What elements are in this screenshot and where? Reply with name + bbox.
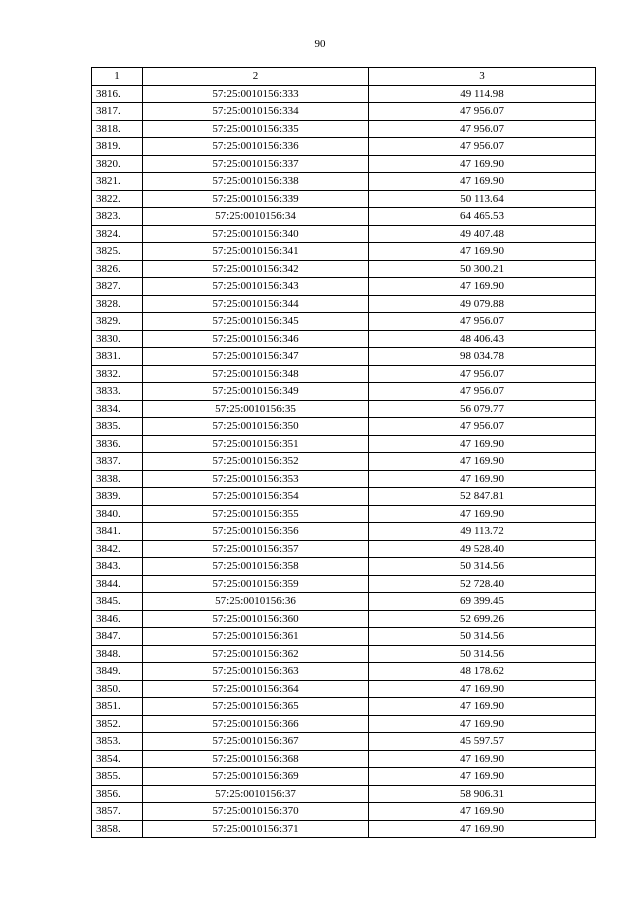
row-number-cell: 3820. [92, 155, 143, 173]
row-number-cell: 3856. [92, 785, 143, 803]
cadastral-number-cell: 57:25:0010156:362 [143, 645, 369, 663]
cadastral-number-cell: 57:25:0010156:335 [143, 120, 369, 138]
cadastral-number-cell: 57:25:0010156:369 [143, 768, 369, 786]
table-row [92, 173, 596, 191]
table-row [92, 628, 596, 646]
cadastral-number-cell: 57:25:0010156:333 [143, 85, 369, 103]
cadastral-number-cell: 57:25:0010156:368 [143, 750, 369, 768]
table-row [92, 768, 596, 786]
cadastral-number-cell: 57:25:0010156:350 [143, 418, 369, 436]
value-cell: 47 169.90 [369, 470, 596, 488]
table-row [92, 558, 596, 576]
value-cell: 47 169.90 [369, 453, 596, 471]
cadastral-number-cell: 57:25:0010156:351 [143, 435, 369, 453]
value-cell: 47 956.07 [369, 103, 596, 121]
row-number-cell: 3837. [92, 453, 143, 471]
table-row [92, 453, 596, 471]
cadastral-number-cell: 57:25:0010156:354 [143, 488, 369, 506]
table-row [92, 785, 596, 803]
value-cell: 47 169.90 [369, 155, 596, 173]
cadastral-number-cell: 57:25:0010156:344 [143, 295, 369, 313]
table-header-row [92, 68, 596, 86]
value-cell: 47 169.90 [369, 715, 596, 733]
value-cell: 64 465.53 [369, 208, 596, 226]
value-cell: 49 079.88 [369, 295, 596, 313]
row-number-cell: 3825. [92, 243, 143, 261]
value-cell: 47 169.90 [369, 243, 596, 261]
value-cell: 50 113.64 [369, 190, 596, 208]
cadastral-number-cell: 57:25:0010156:353 [143, 470, 369, 488]
table-row [92, 610, 596, 628]
table-row [92, 260, 596, 278]
value-cell: 50 314.56 [369, 628, 596, 646]
row-number-cell: 3838. [92, 470, 143, 488]
table-row [92, 85, 596, 103]
row-number-cell: 3826. [92, 260, 143, 278]
table-row [92, 505, 596, 523]
column-header: 3 [369, 68, 596, 86]
value-cell: 52 847.81 [369, 488, 596, 506]
value-cell: 98 034.78 [369, 348, 596, 366]
value-cell: 58 906.31 [369, 785, 596, 803]
value-cell: 47 956.07 [369, 120, 596, 138]
table-row [92, 593, 596, 611]
table-row [92, 715, 596, 733]
value-cell: 49 113.72 [369, 523, 596, 541]
row-number-cell: 3831. [92, 348, 143, 366]
cadastral-number-cell: 57:25:0010156:346 [143, 330, 369, 348]
cadastral-number-cell: 57:25:0010156:342 [143, 260, 369, 278]
row-number-cell: 3819. [92, 138, 143, 156]
row-number-cell: 3828. [92, 295, 143, 313]
row-number-cell: 3823. [92, 208, 143, 226]
table-row [92, 540, 596, 558]
cadastral-number-cell: 57:25:0010156:340 [143, 225, 369, 243]
cadastral-number-cell: 57:25:0010156:367 [143, 733, 369, 751]
value-cell: 52 699.26 [369, 610, 596, 628]
row-number-cell: 3847. [92, 628, 143, 646]
value-cell: 47 169.90 [369, 820, 596, 838]
table-row [92, 663, 596, 681]
cadastral-number-cell: 57:25:0010156:35 [143, 400, 369, 418]
row-number-cell: 3841. [92, 523, 143, 541]
row-number-cell: 3855. [92, 768, 143, 786]
table-row [92, 523, 596, 541]
table-row [92, 243, 596, 261]
cadastral-number-cell: 57:25:0010156:371 [143, 820, 369, 838]
table-body [92, 85, 596, 838]
value-cell: 48 178.62 [369, 663, 596, 681]
row-number-cell: 3857. [92, 803, 143, 821]
value-cell: 49 407.48 [369, 225, 596, 243]
value-cell: 47 169.90 [369, 435, 596, 453]
table-row [92, 435, 596, 453]
cadastral-number-cell: 57:25:0010156:361 [143, 628, 369, 646]
column-header: 1 [92, 68, 143, 86]
cadastral-number-cell: 57:25:0010156:357 [143, 540, 369, 558]
cadastral-number-cell: 57:25:0010156:360 [143, 610, 369, 628]
cadastral-number-cell: 57:25:0010156:347 [143, 348, 369, 366]
cadastral-number-cell: 57:25:0010156:370 [143, 803, 369, 821]
cadastral-number-cell: 57:25:0010156:359 [143, 575, 369, 593]
row-number-cell: 3835. [92, 418, 143, 436]
cadastral-number-cell: 57:25:0010156:365 [143, 698, 369, 716]
table-row [92, 383, 596, 401]
row-number-cell: 3844. [92, 575, 143, 593]
table-row [92, 330, 596, 348]
row-number-cell: 3833. [92, 383, 143, 401]
table-row [92, 470, 596, 488]
value-cell: 47 169.90 [369, 505, 596, 523]
value-cell: 49 114.98 [369, 85, 596, 103]
value-cell: 69 399.45 [369, 593, 596, 611]
cadastral-number-cell: 57:25:0010156:358 [143, 558, 369, 576]
value-cell: 56 079.77 [369, 400, 596, 418]
cadastral-number-cell: 57:25:0010156:334 [143, 103, 369, 121]
table-row [92, 278, 596, 296]
value-cell: 47 956.07 [369, 313, 596, 331]
table-row [92, 575, 596, 593]
table-row [92, 645, 596, 663]
row-number-cell: 3839. [92, 488, 143, 506]
table-row [92, 418, 596, 436]
row-number-cell: 3834. [92, 400, 143, 418]
value-cell: 48 406.43 [369, 330, 596, 348]
row-number-cell: 3816. [92, 85, 143, 103]
row-number-cell: 3849. [92, 663, 143, 681]
row-number-cell: 3845. [92, 593, 143, 611]
cadastral-number-cell: 57:25:0010156:345 [143, 313, 369, 331]
value-cell: 47 169.90 [369, 173, 596, 191]
cadastral-number-cell: 57:25:0010156:363 [143, 663, 369, 681]
table-row [92, 820, 596, 838]
row-number-cell: 3827. [92, 278, 143, 296]
row-number-cell: 3853. [92, 733, 143, 751]
value-cell: 45 597.57 [369, 733, 596, 751]
table-row [92, 803, 596, 821]
value-cell: 47 956.07 [369, 365, 596, 383]
row-number-cell: 3821. [92, 173, 143, 191]
row-number-cell: 3858. [92, 820, 143, 838]
table-row [92, 365, 596, 383]
data-table [91, 67, 596, 838]
table-row [92, 190, 596, 208]
table-row [92, 698, 596, 716]
row-number-cell: 3836. [92, 435, 143, 453]
cadastral-number-cell: 57:25:0010156:356 [143, 523, 369, 541]
cadastral-number-cell: 57:25:0010156:34 [143, 208, 369, 226]
value-cell: 49 528.40 [369, 540, 596, 558]
row-number-cell: 3852. [92, 715, 143, 733]
row-number-cell: 3824. [92, 225, 143, 243]
cadastral-number-cell: 57:25:0010156:364 [143, 680, 369, 698]
table-row [92, 225, 596, 243]
table-row [92, 488, 596, 506]
row-number-cell: 3818. [92, 120, 143, 138]
cadastral-number-cell: 57:25:0010156:341 [143, 243, 369, 261]
row-number-cell: 3817. [92, 103, 143, 121]
value-cell: 52 728.40 [369, 575, 596, 593]
table-row [92, 120, 596, 138]
table-row [92, 103, 596, 121]
table-row [92, 208, 596, 226]
value-cell: 47 956.07 [369, 138, 596, 156]
table-row [92, 295, 596, 313]
value-cell: 47 169.90 [369, 680, 596, 698]
cadastral-number-cell: 57:25:0010156:352 [143, 453, 369, 471]
row-number-cell: 3851. [92, 698, 143, 716]
table-row [92, 155, 596, 173]
row-number-cell: 3832. [92, 365, 143, 383]
column-header: 2 [143, 68, 369, 86]
table-row [92, 400, 596, 418]
row-number-cell: 3822. [92, 190, 143, 208]
value-cell: 50 300.21 [369, 260, 596, 278]
row-number-cell: 3843. [92, 558, 143, 576]
cadastral-number-cell: 57:25:0010156:338 [143, 173, 369, 191]
row-number-cell: 3854. [92, 750, 143, 768]
row-number-cell: 3848. [92, 645, 143, 663]
table-row [92, 313, 596, 331]
row-number-cell: 3842. [92, 540, 143, 558]
cadastral-number-cell: 57:25:0010156:36 [143, 593, 369, 611]
cadastral-number-cell: 57:25:0010156:349 [143, 383, 369, 401]
value-cell: 47 169.90 [369, 803, 596, 821]
value-cell: 47 956.07 [369, 383, 596, 401]
cadastral-number-cell: 57:25:0010156:348 [143, 365, 369, 383]
table-row [92, 750, 596, 768]
value-cell: 50 314.56 [369, 558, 596, 576]
cadastral-number-cell: 57:25:0010156:355 [143, 505, 369, 523]
row-number-cell: 3846. [92, 610, 143, 628]
table-row [92, 680, 596, 698]
cadastral-number-cell: 57:25:0010156:336 [143, 138, 369, 156]
value-cell: 50 314.56 [369, 645, 596, 663]
cadastral-number-cell: 57:25:0010156:343 [143, 278, 369, 296]
row-number-cell: 3829. [92, 313, 143, 331]
cadastral-number-cell: 57:25:0010156:366 [143, 715, 369, 733]
value-cell: 47 169.90 [369, 750, 596, 768]
cadastral-number-cell: 57:25:0010156:337 [143, 155, 369, 173]
page-number: 90 [314, 38, 326, 50]
cadastral-number-cell: 57:25:0010156:37 [143, 785, 369, 803]
table-row [92, 348, 596, 366]
table-row [92, 733, 596, 751]
cadastral-number-cell: 57:25:0010156:339 [143, 190, 369, 208]
value-cell: 47 169.90 [369, 698, 596, 716]
value-cell: 47 956.07 [369, 418, 596, 436]
value-cell: 47 169.90 [369, 278, 596, 296]
row-number-cell: 3830. [92, 330, 143, 348]
row-number-cell: 3850. [92, 680, 143, 698]
table-row [92, 138, 596, 156]
value-cell: 47 169.90 [369, 768, 596, 786]
row-number-cell: 3840. [92, 505, 143, 523]
